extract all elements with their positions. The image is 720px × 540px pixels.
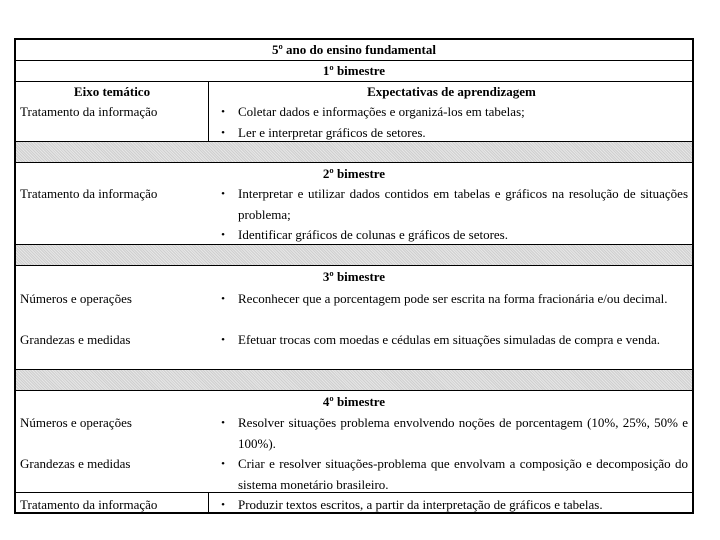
table-title: 5º ano do ensino fundamental xyxy=(272,42,436,57)
bullet-icon: • xyxy=(221,417,225,429)
bullet-icon: • xyxy=(221,188,225,200)
bullet-icon: • xyxy=(221,458,225,470)
bullet-icon: • xyxy=(221,229,225,241)
divider xyxy=(16,162,692,163)
expectation-item: Interpretar e utilizar dados contidos em tabelas e gráficos na resolução de situações problema; xyxy=(238,186,688,222)
expectation-item: Produzir textos escritos, a partir da interpretação de gráficos e tabelas. xyxy=(238,497,603,512)
expectation-item: Ler e interpretar gráficos de setores. xyxy=(238,125,426,140)
curriculum-table xyxy=(14,38,694,514)
expectation-item: Resolver situações problema envolvendo noções de porcentagem (10%, 25%, 50% e 100%). xyxy=(238,415,688,451)
bimester-2-label: 2º bimestre xyxy=(322,166,386,181)
expectation-item: Efetuar trocas com moedas e cédulas em situações simuladas de compra e venda. xyxy=(238,332,660,347)
expectation-item: Criar e resolver situações-problema que envolvam a composição e decomposição do sistema monetário brasileiro. xyxy=(238,456,688,492)
bimester-1-label: 1º bimestre xyxy=(322,63,386,78)
header-expectativas: Expectativas de aprendizagem xyxy=(367,84,536,99)
bullet-icon: • xyxy=(221,106,225,118)
axis-cell: Números e operações xyxy=(20,415,132,430)
section-separator xyxy=(16,142,692,162)
expectation-item: Reconhecer que a porcentagem pode ser escrita na forma fracionária e/ou decimal. xyxy=(238,291,668,306)
header-eixo: Eixo temático xyxy=(73,84,151,99)
divider xyxy=(16,492,692,493)
axis-cell: Tratamento da informação xyxy=(20,497,158,512)
axis-cell: Grandezas e medidas xyxy=(20,456,131,471)
axis-cell: Tratamento da informação xyxy=(20,104,158,119)
divider xyxy=(16,390,692,391)
bullet-icon: • xyxy=(221,127,225,139)
bimester-3-label: 3º bimestre xyxy=(322,269,386,284)
expectation-item: Coletar dados e informações e organizá-los em tabelas; xyxy=(238,104,525,119)
bimester-4-label: 4º bimestre xyxy=(322,394,386,409)
bullet-icon: • xyxy=(221,293,225,305)
column-divider xyxy=(208,492,209,514)
axis-cell: Tratamento da informação xyxy=(20,186,158,201)
axis-cell: Números e operações xyxy=(20,291,132,306)
divider xyxy=(16,265,692,266)
axis-cell: Grandezas e medidas xyxy=(20,332,131,347)
expectation-item: Identificar gráficos de colunas e gráficos de setores. xyxy=(238,227,508,242)
bullet-icon: • xyxy=(221,499,225,511)
section-separator xyxy=(16,245,692,265)
section-separator xyxy=(16,370,692,390)
bullet-icon: • xyxy=(221,334,225,346)
